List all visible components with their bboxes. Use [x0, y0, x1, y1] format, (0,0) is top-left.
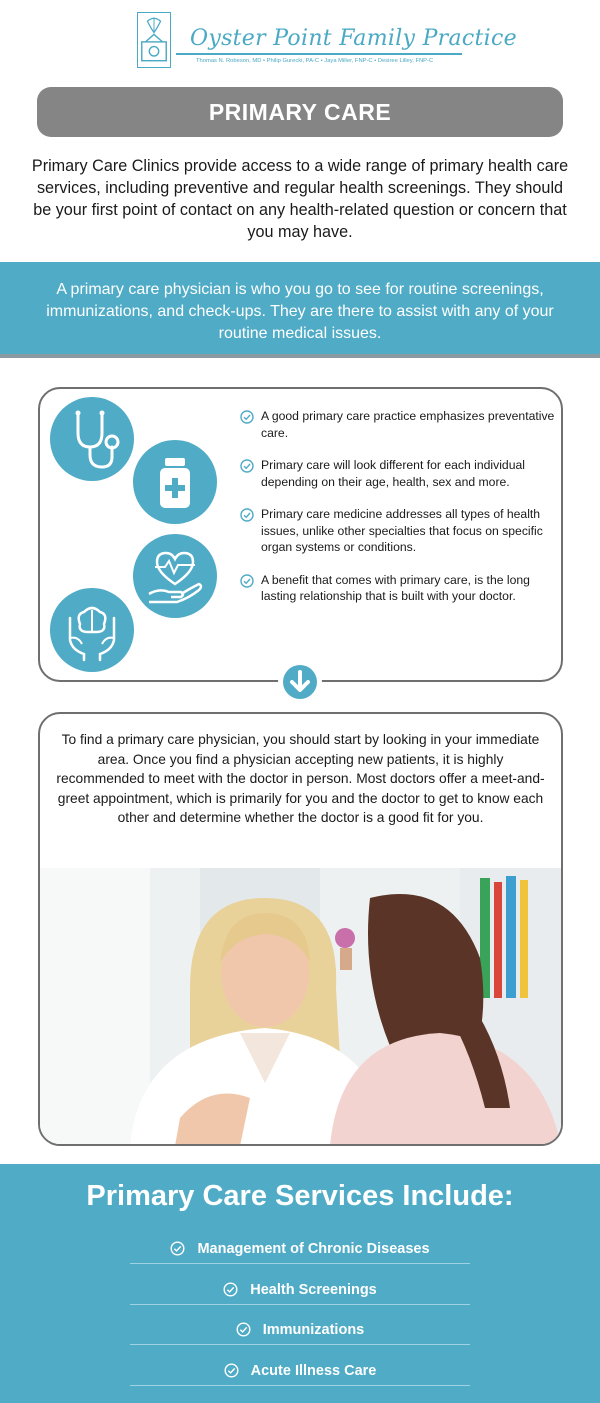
list-item: [240, 506, 560, 556]
header: [0, 0, 600, 82]
find-physician-card: [38, 712, 563, 1146]
logo-divider: [176, 53, 462, 55]
check-circle-icon: [236, 1322, 251, 1337]
list-item-text: A benefit that comes with primary care, is the long lasting relationship that is built with your doctor.: [261, 572, 530, 603]
find-physician-text: To find a primary care physician, you should start by looking in your immediate area. Once you find a physician accepting new patients, it is highly recommended to meet with the doctor in person. Most doctors offer a meet-and-greet appointment, which is primarily for you and the doctor to get to know each other and determine whether the doctor is a good fit for you.: [56, 732, 545, 826]
medicine-bottle-icon: [133, 440, 217, 524]
logo-provider-names: Thomas N. Robeson, MD • Philip Gurecki, PA-C • Jaya Miller, FNP-C • Desiree Lilley, FNP-C: [196, 58, 434, 64]
service-item-label: Immunizations: [262, 1321, 365, 1338]
list-item-text: Primary care will look different for each individual depending on their age, health, sex and more.: [261, 458, 525, 489]
heart-hand-icon: [133, 534, 217, 618]
list-item-text: Primary care medicine addresses all types of health issues, unlike other specialties that focus on specific organ systems or conditions.: [261, 507, 543, 554]
service-item-label: Management of Chronic Diseases: [197, 1240, 430, 1257]
services-heading: Primary Care Services Include:: [86, 1180, 514, 1212]
service-item: [130, 1234, 470, 1264]
check-circle-icon: [240, 508, 254, 522]
list-item: [240, 408, 560, 441]
check-circle-icon: [170, 1241, 185, 1256]
info-band: [0, 262, 600, 358]
logo-title: Oyster Point Family Practice: [190, 26, 517, 51]
list-item: [240, 457, 560, 490]
service-item: [130, 1356, 470, 1386]
doctor-patient-photo: [40, 868, 561, 1146]
list-item: [240, 572, 560, 605]
check-circle-icon: [224, 1363, 239, 1378]
logo-mark: [137, 12, 171, 68]
service-item-label: Health Screenings: [250, 1281, 377, 1298]
intro-text: Primary Care Clinics provide access to a wide range of primary health care services, including preventive and regular health screenings. They should be your first point of contact on any health-related question or concern that you may have.: [31, 157, 569, 241]
brain-hands-icon: [50, 588, 134, 672]
benefits-card: [38, 387, 563, 682]
check-circle-icon: [223, 1282, 238, 1297]
list-item-text: A good primary care practice emphasizes preventative care.: [261, 409, 555, 440]
page-title-bar: [37, 87, 563, 137]
service-item: [130, 1315, 470, 1345]
services-section: [0, 1164, 600, 1403]
service-item-label: Acute Illness Care: [250, 1362, 377, 1379]
check-circle-icon: [240, 459, 254, 473]
down-arrow-icon: [278, 660, 322, 704]
page-title: PRIMARY CARE: [208, 98, 392, 125]
oyster-logo-icon: [138, 13, 170, 67]
stethoscope-icon: [50, 397, 134, 481]
service-item: [130, 1275, 470, 1305]
check-circle-icon: [240, 410, 254, 424]
info-band-text: A primary care physician is who you go to see for routine screenings, immunizations, and check-ups. They are there to assist with any of your routine medical issues.: [46, 281, 554, 342]
benefits-list: [240, 408, 560, 621]
check-circle-icon: [240, 574, 254, 588]
